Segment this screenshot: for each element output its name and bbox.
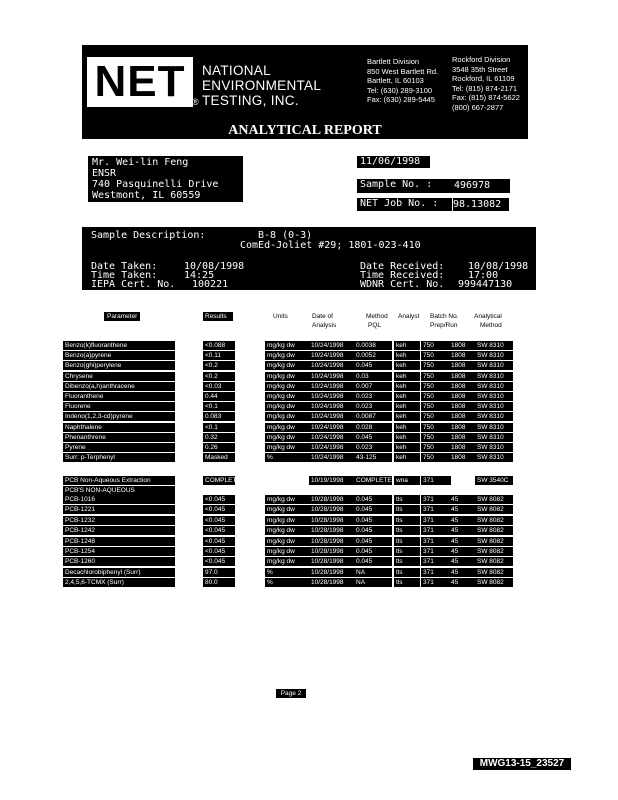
run-cell: 1808 <box>449 423 475 432</box>
date-received-label: Date Received: <box>360 261 445 272</box>
parameter-cell: Fluorene <box>63 402 175 411</box>
pql-cell: 0.045 <box>354 505 392 514</box>
table-row <box>0 568 618 577</box>
table-row <box>0 547 618 556</box>
pql-cell: 0.023 <box>354 392 392 401</box>
wdnr-cert-label: WDNR Cert. No. <box>360 279 445 290</box>
pql-cell: 0.0038 <box>354 341 392 350</box>
method-cell: SW 8310 <box>475 351 513 360</box>
result-cell: 0.32 <box>203 433 235 442</box>
sample-description: B-8 (0-3) <box>258 230 313 241</box>
analyst-cell: keh <box>394 402 420 411</box>
units-cell: mg/kg dw <box>265 537 309 546</box>
company-name <box>202 63 321 108</box>
method-cell: SW 8310 <box>475 453 513 462</box>
col-header-pql: PQL <box>368 322 382 329</box>
result-cell: COMPLETE <box>205 477 241 484</box>
analyst-cell: wna <box>394 476 420 485</box>
prep-cell: 371 <box>421 547 451 556</box>
parameter-cell: PCB-1254 <box>63 547 175 556</box>
analyst-cell: tls <box>394 516 420 525</box>
pql-cell: 0.007 <box>354 382 392 391</box>
table-row <box>0 557 618 566</box>
table-row <box>0 578 618 587</box>
client-line: 740 Pasquinelli Drive <box>92 179 219 190</box>
letterhead <box>82 45 528 139</box>
table-row <box>0 537 618 546</box>
page-number: Page 2 <box>276 689 306 698</box>
pcb-section-heading <box>0 486 618 495</box>
result-cell: <0.2 <box>203 372 235 381</box>
table-row <box>0 392 618 401</box>
result-cell: <0.1 <box>203 423 235 432</box>
date-cell: 10/28/1998 <box>309 505 355 514</box>
parameter-cell: PCB-1242 <box>63 526 175 535</box>
method-cell: SW 8310 <box>475 382 513 391</box>
run-cell: 1808 <box>449 392 475 401</box>
units-cell: mg/kg dw <box>265 412 309 421</box>
pql-cell: 0.023 <box>354 402 392 411</box>
analyst-cell: tls <box>394 495 420 504</box>
date-cell: 10/24/1998 <box>309 453 355 462</box>
bartlett-division-address <box>367 57 438 105</box>
prep-cell: 371 <box>421 537 451 546</box>
section-label: PCB'S NON-AQUEOUS <box>63 486 175 495</box>
units-cell: mg/kg dw <box>265 547 309 556</box>
run-cell: 45 <box>449 557 475 566</box>
units-cell: mg/kg dw <box>265 392 309 401</box>
address-line: 850 West Bartlett Rd. <box>367 66 439 76</box>
analyst-cell: keh <box>394 341 420 350</box>
table-row <box>0 402 618 411</box>
col-header-results: Results <box>203 312 233 321</box>
parameter-cell: Dibenzo(a,h)anthracene <box>63 382 175 391</box>
date-cell: 10/24/1998 <box>309 433 355 442</box>
sample-info-box <box>82 227 536 290</box>
table-row <box>0 516 618 525</box>
method-cell: SW 8082 <box>475 495 513 504</box>
sample-site: ComEd-Joliet #29; 1801-023-410 <box>240 240 421 251</box>
prep-cell: 750 <box>421 351 451 360</box>
result-cell: <0.045 <box>203 547 235 556</box>
table-row <box>0 433 618 442</box>
client-address <box>88 156 243 202</box>
pql-cell: COMPLETE <box>356 477 392 484</box>
run-cell: 45 <box>449 516 475 525</box>
result-cell: <0.045 <box>203 495 235 504</box>
date-cell: 10/28/1998 <box>309 516 355 525</box>
parameter-cell: Decachlorobiphenyl (Surr) <box>63 568 175 577</box>
date-cell: 10/28/1998 <box>309 526 355 535</box>
result-cell: <0.045 <box>203 526 235 535</box>
units-cell: mg/kg dw <box>265 495 309 504</box>
parameter-cell: PCB-1248 <box>63 537 175 546</box>
result-cell: <0.045 <box>203 537 235 546</box>
time-taken: 14:25 <box>184 270 215 281</box>
table-row <box>0 495 618 504</box>
table-row <box>0 423 618 432</box>
table-row <box>0 351 618 360</box>
result-cell: <0.088 <box>203 341 235 350</box>
result-cell: <0.11 <box>203 351 235 360</box>
analyst-cell: tls <box>394 557 420 566</box>
prep-cell: 750 <box>421 372 451 381</box>
units-cell: mg/kg dw <box>265 443 309 452</box>
analyst-cell: tls <box>394 505 420 514</box>
time-received-label: Time Received: <box>360 270 445 281</box>
method-cell: SW 8082 <box>475 568 513 577</box>
result-cell: <0.045 <box>203 557 235 566</box>
parameter-cell: Naphthalene <box>63 423 175 432</box>
units-cell: mg/kg dw <box>265 526 309 535</box>
analyst-cell: tls <box>394 526 420 535</box>
prep-cell: 750 <box>421 392 451 401</box>
method-cell: SW 8082 <box>475 578 513 587</box>
col-header-units: Units <box>273 313 288 320</box>
parameter-cell: Surr: p-Terphenyl <box>63 453 175 462</box>
date-cell: 10/24/1998 <box>309 402 355 411</box>
parameter-cell: Benzo(ghi)perylene <box>63 361 175 370</box>
prep-cell: 371 <box>421 526 451 535</box>
parameter-cell: Chrysene <box>63 372 175 381</box>
method-cell: SW 8082 <box>475 537 513 546</box>
col-header-date: Date of <box>312 313 333 320</box>
prep-cell: 371 <box>421 578 451 587</box>
date-cell: 10/28/1998 <box>309 557 355 566</box>
address-line: Fax: (815) 874-5622 <box>452 93 520 102</box>
prep-cell: 750 <box>421 402 451 411</box>
method-cell: SW 3540C <box>475 476 513 485</box>
analyst-cell: keh <box>394 351 420 360</box>
run-cell: 45 <box>449 537 475 546</box>
units-cell: mg/kg dw <box>265 505 309 514</box>
prep-cell: 371 <box>421 495 451 504</box>
run-cell: 1808 <box>449 351 475 360</box>
method-cell: SW 8082 <box>475 547 513 556</box>
pql-cell: 0.045 <box>354 495 392 504</box>
client-line: ENSR <box>92 168 117 179</box>
units-cell: mg/kg dw <box>265 361 309 370</box>
client-line: Westmont, IL 60559 <box>92 190 201 201</box>
net-logo: NET <box>87 57 193 107</box>
date-cell: 10/24/1998 <box>309 351 355 360</box>
pql-cell: 0.045 <box>354 537 392 546</box>
method-cell: SW 8310 <box>475 412 513 421</box>
run-cell: 45 <box>449 547 475 556</box>
run-cell: 45 <box>449 578 475 587</box>
parameter-cell: Benzo(k)fluoranthene <box>63 341 175 350</box>
pql-cell: 0.028 <box>354 423 392 432</box>
units-cell: mg/kg dw <box>265 423 309 432</box>
method-cell: SW 8310 <box>475 372 513 381</box>
date-cell: 10/28/1998 <box>309 578 355 587</box>
pql-cell: 0.0087 <box>354 412 392 421</box>
col-header-parameter: Parameter <box>104 312 140 321</box>
prep-cell: 750 <box>421 341 451 350</box>
iepa-cert-label: IEPA Cert. No. <box>91 279 176 290</box>
col-header-prep-run: Prep/Run <box>430 322 458 329</box>
method-cell: SW 8310 <box>475 361 513 370</box>
pql-cell: 0.0052 <box>354 351 392 360</box>
analyst-cell: keh <box>394 361 420 370</box>
method-cell: SW 8310 <box>475 392 513 401</box>
pql-cell: 0.045 <box>354 557 392 566</box>
address-line: Bartlett Division <box>367 57 420 66</box>
units-cell: % <box>265 453 309 462</box>
parameter-cell: PCB-1016 <box>63 495 175 504</box>
prep-cell: 750 <box>421 423 451 432</box>
run-cell: 1808 <box>449 412 475 421</box>
prep-cell: 371 <box>421 505 451 514</box>
company-line: TESTING, INC. <box>202 93 299 108</box>
table-row <box>0 372 618 381</box>
date-cell: 10/28/1998 <box>309 547 355 556</box>
analyst-cell: keh <box>394 453 420 462</box>
pql-cell: NA <box>354 578 392 587</box>
analyst-cell: keh <box>394 423 420 432</box>
result-cell: Masked <box>203 453 235 462</box>
date-cell: 10/19/1998 <box>309 476 355 485</box>
date-cell: 10/28/1998 <box>309 495 355 504</box>
run-cell: 1808 <box>449 341 475 350</box>
run-cell: 1808 <box>449 402 475 411</box>
analyst-cell: keh <box>394 392 420 401</box>
time-received: 17:00 <box>468 270 499 281</box>
date-cell: 10/24/1998 <box>309 443 355 452</box>
run-cell: 1808 <box>449 433 475 442</box>
prep-cell: 750 <box>421 443 451 452</box>
run-cell: 45 <box>449 505 475 514</box>
run-cell: 1808 <box>449 443 475 452</box>
analyst-cell: keh <box>394 372 420 381</box>
address-line: (800) 667-2877 <box>452 102 504 112</box>
method-cell: SW 8310 <box>475 443 513 452</box>
units-cell: % <box>265 578 309 587</box>
job-no-value: 98.13082 <box>453 198 509 211</box>
iepa-cert: 100221 <box>192 279 229 290</box>
analyst-cell: tls <box>394 537 420 546</box>
col-header-analytical: Analytical <box>474 313 502 320</box>
pql-cell: 0.045 <box>354 361 392 370</box>
parameter-cell: PCB-1260 <box>63 557 175 566</box>
parameter-cell: Phenanthrene <box>63 433 175 442</box>
table-row <box>0 341 618 350</box>
method-cell: SW 8310 <box>475 423 513 432</box>
run-cell: 1808 <box>449 382 475 391</box>
result-cell: 0.083 <box>203 412 235 421</box>
parameter-cell: 2,4,5,6-TCMX (Surr) <box>63 578 175 587</box>
result-cell: 0.26 <box>203 443 235 452</box>
sample-no-label: Sample No. : <box>357 179 452 193</box>
units-cell: mg/kg dw <box>265 372 309 381</box>
analyst-cell: keh <box>394 443 420 452</box>
method-cell: SW 8310 <box>475 402 513 411</box>
sample-no-value: 496978 <box>452 179 510 193</box>
method-cell: SW 8082 <box>475 516 513 525</box>
prep-cell: 371 <box>421 476 451 485</box>
table-row <box>0 382 618 391</box>
col-header-analytical-method: Method <box>480 322 502 329</box>
method-cell: SW 8310 <box>475 341 513 350</box>
time-taken-label: Time Taken: <box>91 270 158 281</box>
run-cell: 1808 <box>449 453 475 462</box>
wdnr-cert: 999447130 <box>458 279 513 290</box>
date-cell: 10/24/1998 <box>309 423 355 432</box>
date-cell: 10/28/1998 <box>309 568 355 577</box>
pql-cell: 0.045 <box>354 526 392 535</box>
analyst-cell: tls <box>394 578 420 587</box>
analyst-cell: tls <box>394 568 420 577</box>
company-line: ENVIRONMENTAL <box>202 78 322 93</box>
address-line: Bartlett, IL 60103 <box>367 76 424 85</box>
units-cell: mg/kg dw <box>265 516 309 525</box>
pql-cell: 0.045 <box>354 516 392 525</box>
parameter-cell: PCB-1232 <box>63 516 175 525</box>
prep-cell: 371 <box>421 557 451 566</box>
col-header-analyst: Analyst <box>398 313 420 320</box>
result-cell: <0.045 <box>203 516 235 525</box>
table-row <box>0 412 618 421</box>
prep-cell: 750 <box>421 453 451 462</box>
pql-cell: 0.023 <box>354 443 392 452</box>
table-row <box>0 476 618 485</box>
units-cell: mg/kg dw <box>265 433 309 442</box>
document-id: MWG13-15_23527 <box>473 758 571 770</box>
analyst-cell: keh <box>394 433 420 442</box>
col-header-method: Method <box>366 313 388 320</box>
col-header-batch: Batch No. <box>430 313 459 320</box>
address-line: Rockford Division <box>452 55 511 64</box>
prep-cell: 371 <box>421 568 451 577</box>
units-cell: mg/kg dw <box>265 382 309 391</box>
table-row <box>0 361 618 370</box>
parameter-cell: PCB Non-Aqueous Extraction <box>63 476 175 485</box>
address-line: Rockford, IL 61109 <box>452 74 515 83</box>
prep-cell: 750 <box>421 433 451 442</box>
method-cell: SW 8082 <box>475 557 513 566</box>
date-cell: 10/24/1998 <box>309 382 355 391</box>
parameter-cell: Fluoranthene <box>63 392 175 401</box>
result-cell: <0.2 <box>203 361 235 370</box>
result-cell: 97.0 <box>203 568 235 577</box>
address-line: 3548 35th Street <box>452 64 508 74</box>
date-cell: 10/28/1998 <box>309 537 355 546</box>
pql-cell: NA <box>354 568 392 577</box>
units-cell: mg/kg dw <box>265 341 309 350</box>
address-line: Fax: (630) 289-5445 <box>367 95 435 104</box>
parameter-cell: Pyrene <box>63 443 175 452</box>
result-cell: <0.1 <box>203 402 235 411</box>
method-cell: SW 8082 <box>475 526 513 535</box>
col-header-date-sub: Analysis <box>312 322 337 329</box>
units-cell: % <box>265 568 309 577</box>
prep-cell: 750 <box>421 412 451 421</box>
table-row <box>0 453 618 462</box>
registered-mark: ® <box>192 97 199 107</box>
date-cell: 10/24/1998 <box>309 412 355 421</box>
table-row <box>0 505 618 514</box>
sample-description-label: Sample Description: <box>91 230 206 241</box>
parameter-cell: Benzo(a)pyrene <box>63 351 175 360</box>
result-cell: <0.03 <box>203 382 235 391</box>
units-cell: mg/kg dw <box>265 557 309 566</box>
client-line: Mr. Wei-lin Feng <box>92 157 189 168</box>
run-cell: 45 <box>449 568 475 577</box>
job-no-label: NET Job No. : <box>357 198 452 211</box>
result-cell: 80.0 <box>203 578 235 587</box>
table-row <box>0 443 618 452</box>
pql-cell: 43-125 <box>354 453 392 462</box>
prep-cell: 750 <box>421 361 451 370</box>
run-cell: 45 <box>449 495 475 504</box>
result-cell: <0.045 <box>203 505 235 514</box>
date-cell: 10/24/1998 <box>309 372 355 381</box>
run-cell: 1808 <box>449 372 475 381</box>
date-taken-label: Date Taken: <box>91 261 158 272</box>
run-cell: 1808 <box>449 361 475 370</box>
date-received: 10/08/1998 <box>468 261 529 272</box>
date-taken: 10/08/1998 <box>184 261 245 272</box>
analyst-cell: tls <box>394 547 420 556</box>
parameter-cell: Indeno(1,2,3-cd)pyrene <box>63 412 175 421</box>
date-cell: 10/24/1998 <box>309 361 355 370</box>
date-cell: 10/24/1998 <box>309 341 355 350</box>
address-line: Tel: (815) 874-2171 <box>452 83 518 93</box>
prep-cell: 371 <box>421 516 451 525</box>
rockford-division-address <box>452 55 520 112</box>
parameter-cell: PCB-1221 <box>63 505 175 514</box>
table-row <box>0 526 618 535</box>
result-cell: 0.44 <box>203 392 235 401</box>
run-cell: 45 <box>449 526 475 535</box>
address-line: Tel: (630) 289-3100 <box>367 85 433 95</box>
analyst-cell: keh <box>394 412 420 421</box>
prep-cell: 750 <box>421 382 451 391</box>
method-cell: SW 8310 <box>475 433 513 442</box>
pql-cell: 0.045 <box>354 547 392 556</box>
analyst-cell: keh <box>394 382 420 391</box>
pql-cell: 0.03 <box>354 372 392 381</box>
date-cell: 10/24/1998 <box>309 392 355 401</box>
pql-cell: 0.045 <box>354 433 392 442</box>
report-date: 11/06/1998 <box>357 156 430 168</box>
report-title: ANALYTICAL REPORT <box>228 123 382 138</box>
units-cell: mg/kg dw <box>265 402 309 411</box>
company-line: NATIONAL <box>202 63 271 78</box>
method-cell: SW 8082 <box>475 505 513 514</box>
units-cell: mg/kg dw <box>265 351 309 360</box>
